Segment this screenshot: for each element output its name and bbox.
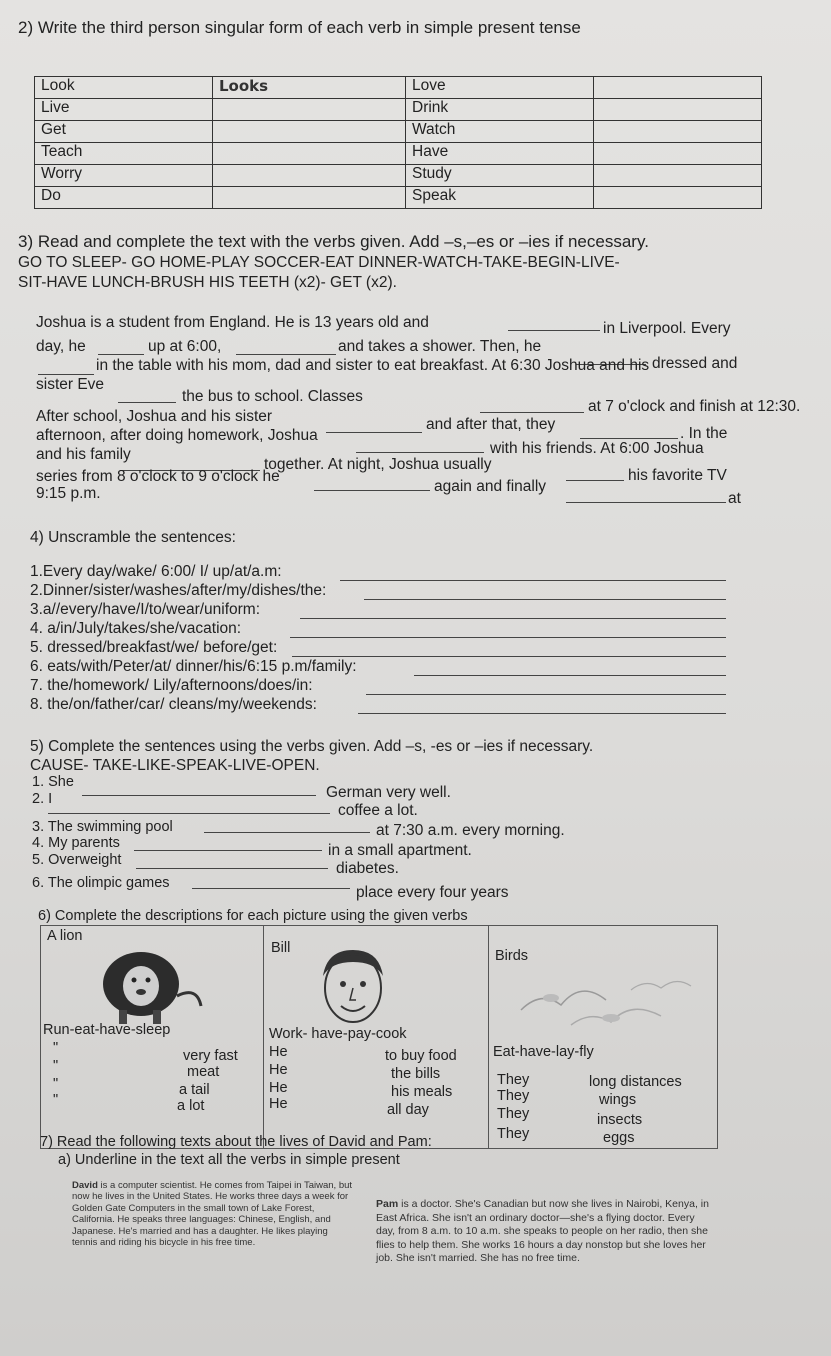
birds-picture bbox=[511, 970, 701, 1040]
verb-table-row bbox=[35, 77, 762, 99]
ex3-blank[interactable] bbox=[566, 502, 726, 503]
ex3-text: again and finally bbox=[434, 478, 547, 495]
ex3-blank[interactable] bbox=[580, 438, 678, 439]
ex5-subject: 4. My parents bbox=[32, 835, 120, 851]
verb-answer-cell[interactable] bbox=[213, 121, 406, 143]
ex3-text: at bbox=[728, 490, 741, 507]
verb-table-row bbox=[35, 99, 762, 121]
lion-row-text: a lot bbox=[177, 1098, 205, 1114]
ex4-item: 6. eats/with/Peter/at/ dinner/his/6:15 p.m/family: bbox=[30, 658, 357, 675]
birds-row-subject: They bbox=[497, 1088, 530, 1104]
verb-cell: Study bbox=[406, 165, 594, 187]
bill-row-text: all day bbox=[387, 1102, 429, 1118]
verb-cell: Worry bbox=[35, 165, 213, 187]
ex4-item: 8. the/on/father/car/ cleans/my/weekends: bbox=[30, 696, 317, 713]
pam-body: is a doctor. She's Canadian but now she lives in Nairobi, Kenya, in East Africa. She isn't an ordinary doctor—she's a flying doctor. Every day, from 8 a.m. to 10 a.m. she speaks to people on her radio, then she flies to help them. She works 16 hours a day nonstop but she loves her job. She isn't married. She has no free time. bbox=[376, 1198, 709, 1264]
ex4-answer-line[interactable] bbox=[300, 618, 726, 619]
ex3-text: in the table with his mom, dad and sister to eat breakfast. At 6:30 Joshua and his bbox=[96, 357, 650, 374]
pam-text bbox=[376, 1198, 716, 1266]
ex3-blank[interactable] bbox=[508, 330, 600, 331]
ex4-answer-line[interactable] bbox=[292, 656, 726, 657]
verb-cell: Watch bbox=[406, 121, 594, 143]
verb-answer-cell[interactable] bbox=[213, 165, 406, 187]
ex3-blank[interactable] bbox=[326, 432, 422, 433]
ex3-text: 9:15 p.m. bbox=[36, 485, 101, 502]
ex3-text: at 7 o'clock and finish at 12:30. bbox=[588, 398, 801, 415]
ex5-predicate: diabetes. bbox=[336, 860, 399, 877]
ex3-title: 3) Read and complete the text with the verbs given. Add –s,–es or –ies if necessary. bbox=[18, 232, 649, 251]
ex3-text: with his friends. At 6:00 Joshua bbox=[490, 440, 704, 457]
ex3-text: day, he bbox=[36, 338, 86, 355]
ex5-answer-line[interactable] bbox=[82, 795, 316, 796]
ex3-blank[interactable] bbox=[236, 354, 336, 355]
ex5-predicate: at 7:30 a.m. every morning. bbox=[376, 822, 565, 839]
ex4-answer-line[interactable] bbox=[290, 637, 726, 638]
birds-row-text: eggs bbox=[603, 1130, 635, 1146]
ex3-blank[interactable] bbox=[38, 374, 94, 375]
lion-row-subject: " bbox=[53, 1040, 59, 1056]
ex3-text: sister Eve bbox=[36, 376, 105, 393]
ex3-blank[interactable] bbox=[98, 354, 144, 355]
verb-table bbox=[34, 76, 762, 209]
bill-row-subject: He bbox=[269, 1080, 288, 1096]
ex4-answer-line[interactable] bbox=[340, 580, 726, 581]
ex4-item: 4. a/in/July/takes/she/vacation: bbox=[30, 620, 242, 637]
ex3-blank[interactable] bbox=[314, 490, 430, 491]
david-body: is a computer scientist. He comes from Taipei in Taiwan, but now he lives in the United States. He works three days a week for Golden Gate Computers in the small town of Lake Forest, California. He speaks three languages: Chinese, English, and Japanese. He's married and has a daughter. He likes playing tennis and riding his bicycle in his free time. bbox=[72, 1180, 353, 1249]
verb-answer-cell[interactable] bbox=[594, 121, 762, 143]
pam-name: Pam bbox=[376, 1198, 399, 1210]
ex3-blank[interactable] bbox=[480, 412, 584, 413]
verb-table-row bbox=[35, 165, 762, 187]
ex5-answer-line[interactable] bbox=[136, 868, 328, 869]
ex3-text: and takes a shower. Then, he bbox=[338, 338, 542, 355]
lion-row-text: meat bbox=[187, 1064, 220, 1080]
bill-row-text: his meals bbox=[391, 1084, 453, 1100]
ex3-text: . In the bbox=[680, 425, 728, 442]
ex3-verbs-line1: GO TO SLEEP- GO HOME-PLAY SOCCER-EAT DINNER-WATCH-TAKE-BEGIN-LIVE- bbox=[18, 254, 620, 271]
ex4-answer-line[interactable] bbox=[414, 675, 726, 676]
ex4-item: 7. the/homework/ Lily/afternoons/does/in: bbox=[30, 677, 313, 694]
ex5-subject: 1. She bbox=[32, 774, 74, 790]
ex3-text: After school, Joshua and his sister bbox=[36, 408, 273, 425]
lion-picture bbox=[89, 946, 209, 1026]
lion-row-text: very fast bbox=[183, 1048, 238, 1064]
ex3-blank[interactable] bbox=[566, 480, 624, 481]
ex3-text: series from 8 o'clock to 9 o'clock he bbox=[36, 468, 280, 485]
birds-row-subject: They bbox=[497, 1072, 530, 1088]
lion-verbs: Run-eat-have-sleep bbox=[43, 1022, 171, 1038]
lion-label: A lion bbox=[47, 928, 83, 944]
ex4-item: 5. dressed/breakfast/we/ before/get: bbox=[30, 639, 278, 656]
verb-cell: Drink bbox=[406, 99, 594, 121]
verb-cell: Look bbox=[35, 77, 213, 99]
ex4-item: 1.Every day/wake/ 6:00/ I/ up/at/a.m: bbox=[30, 563, 282, 580]
ex5-subject: 3. The swimming pool bbox=[32, 819, 173, 835]
david-text bbox=[72, 1180, 354, 1248]
ex4-item: 2.Dinner/sister/washes/after/my/dishes/the: bbox=[30, 582, 327, 599]
ex5-title: 5) Complete the sentences using the verbs given. Add –s, -es or –ies if necessary. bbox=[30, 738, 594, 755]
ex3-blank[interactable] bbox=[118, 402, 176, 403]
ex5-predicate: place every four years bbox=[356, 884, 509, 901]
bill-label: Bill bbox=[271, 940, 291, 956]
birds-verbs: Eat-have-lay-fly bbox=[493, 1044, 594, 1060]
ex3-text: the bus to school. Classes bbox=[182, 388, 363, 405]
ex5-answer-line[interactable] bbox=[192, 888, 350, 889]
ex3-blank[interactable] bbox=[356, 452, 484, 453]
birds-row-subject: They bbox=[497, 1106, 530, 1122]
ex5-answer-line[interactable] bbox=[204, 832, 370, 833]
ex6-title: 6) Complete the descriptions for each picture using the given verbs bbox=[38, 908, 468, 924]
verb-table-row bbox=[35, 143, 762, 165]
ex4-answer-line[interactable] bbox=[364, 599, 726, 600]
lion-row-subject: " bbox=[53, 1076, 59, 1092]
bill-row-subject: He bbox=[269, 1062, 288, 1078]
ex4-answer-line[interactable] bbox=[366, 694, 726, 695]
ex6-picture-grid bbox=[40, 925, 718, 1149]
birds-row-text: wings bbox=[599, 1092, 637, 1108]
bill-verbs: Work- have-pay-cook bbox=[269, 1026, 407, 1042]
birds-row-text: long distances bbox=[589, 1074, 682, 1090]
ex3-text: and after that, they bbox=[426, 416, 556, 433]
verb-answer-cell[interactable] bbox=[594, 143, 762, 165]
ex5-subject: 5. Overweight bbox=[32, 852, 122, 868]
verb-cell: Speak bbox=[406, 187, 594, 209]
verb-answer-cell[interactable] bbox=[594, 187, 762, 209]
verb-answer-cell[interactable] bbox=[213, 143, 406, 165]
bill-row-text: the bills bbox=[391, 1066, 441, 1082]
ex5-subject: 2. I bbox=[32, 791, 53, 807]
verb-answer-cell[interactable] bbox=[594, 99, 762, 121]
ex4-title: 4) Unscramble the sentences: bbox=[30, 529, 236, 546]
verb-table-row bbox=[35, 121, 762, 143]
ex5-answer-line[interactable] bbox=[48, 813, 330, 814]
ex3-text: together. At night, Joshua usually bbox=[264, 456, 492, 473]
verb-answer-cell[interactable] bbox=[594, 165, 762, 187]
ex3-text: Joshua is a student from England. He is 13 years old and bbox=[36, 314, 429, 331]
verb-cell: Love bbox=[406, 77, 594, 99]
ex4-answer-line[interactable] bbox=[358, 713, 726, 714]
ex5-predicate: German very well. bbox=[326, 784, 451, 801]
ex7-title: 7) Read the following texts about the lives of David and Pam: bbox=[40, 1134, 432, 1150]
verb-cell: Get bbox=[35, 121, 213, 143]
ex7-subtitle: a) Underline in the text all the verbs in simple present bbox=[58, 1152, 400, 1168]
verb-cell: Do bbox=[35, 187, 213, 209]
verb-cell: Live bbox=[35, 99, 213, 121]
ex5-subject: 6. The olimpic games bbox=[32, 875, 170, 891]
verb-answer-cell[interactable] bbox=[594, 77, 762, 99]
verb-cell: Teach bbox=[35, 143, 213, 165]
ex5-predicate: coffee a lot. bbox=[338, 802, 418, 819]
ex3-text: afternoon, after doing homework, Joshua bbox=[36, 427, 318, 444]
ex3-text: his favorite TV bbox=[628, 467, 727, 484]
bill-row-text: to buy food bbox=[385, 1048, 457, 1064]
verb-cell: Have bbox=[406, 143, 594, 165]
ex5-answer-line[interactable] bbox=[134, 850, 322, 851]
lion-row-subject: " bbox=[53, 1058, 59, 1074]
david-name: David bbox=[72, 1180, 98, 1191]
ex5-verbs: CAUSE- TAKE-LIKE-SPEAK-LIVE-OPEN. bbox=[30, 757, 320, 774]
birds-label: Birds bbox=[495, 948, 529, 964]
verb-answer-cell[interactable] bbox=[213, 187, 406, 209]
ex3-text: up at 6:00, bbox=[148, 338, 222, 355]
ex3-verbs-line2: SIT-HAVE LUNCH-BRUSH HIS TEETH (x2)- GET (x2). bbox=[18, 274, 397, 291]
ex3-text: in Liverpool. Every bbox=[603, 320, 731, 337]
bill-row-subject: He bbox=[269, 1096, 288, 1112]
bill-row-subject: He bbox=[269, 1044, 288, 1060]
birds-row-text: insects bbox=[597, 1112, 643, 1128]
bill-picture bbox=[313, 946, 393, 1034]
ex3-text: and his family bbox=[36, 446, 131, 463]
ex4-item: 3.a//every/have/I/to/wear/uniform: bbox=[30, 601, 261, 618]
verb-answer-cell[interactable]: Looks bbox=[213, 77, 406, 99]
verb-table-row bbox=[35, 187, 762, 209]
lion-row-subject: " bbox=[53, 1092, 59, 1108]
ex3-text: dressed and bbox=[652, 355, 738, 372]
ex5-predicate: in a small apartment. bbox=[328, 842, 472, 859]
ex2-title: 2) Write the third person singular form of each verb in simple present tense bbox=[18, 18, 581, 37]
lion-row-text: a tail bbox=[179, 1082, 210, 1098]
verb-answer-cell[interactable] bbox=[213, 99, 406, 121]
birds-row-subject: They bbox=[497, 1126, 530, 1142]
